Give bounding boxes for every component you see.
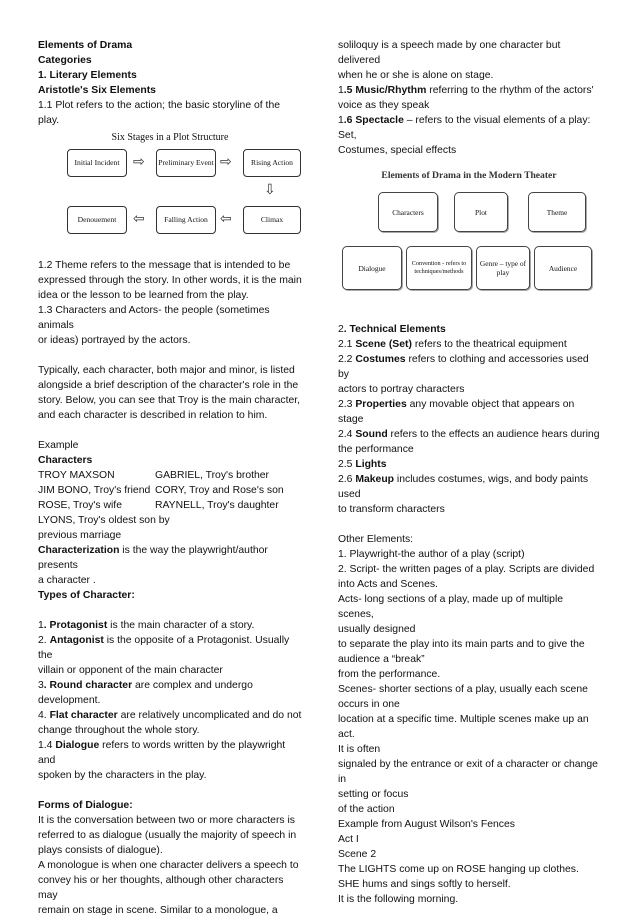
theme-line-1: 1.2 Theme refers to the message that is intended to be [38, 260, 291, 271]
lights-line: 2.5 Lights [338, 459, 387, 470]
box-dialogue: Dialogue [342, 246, 402, 290]
plot-structure-diagram [38, 130, 302, 256]
typically-line-1: Typically, each character, both major and minor, is listed [38, 365, 295, 376]
music-rhythm-line: 1.5 Music/Rhythm referring to the rhythm of the actors' [338, 85, 594, 96]
spectacle-line-2: Costumes, special effects [338, 145, 457, 156]
makeup-line: 2.6 Makeup includes costumes, wigs, and body paints used [338, 474, 589, 500]
literary-elements-heading: 1. Literary Elements [38, 70, 137, 81]
costumes-line-2: actors to portray characters [338, 384, 465, 395]
character-entry: RAYNELL, Troy's daughter [155, 500, 279, 511]
characterization-line-2: a character . [38, 575, 96, 586]
typically-line-3: story. Below, you can see that Troy is the main character, [38, 395, 301, 406]
other-elements-heading: Other Elements: [338, 534, 414, 545]
arrow-left-icon: ⇦ [133, 210, 145, 226]
modern-theater-diagram [338, 164, 600, 314]
dialogue-form-line-1: It is the conversation between two or more characters is [38, 815, 295, 826]
dialogue-form-line-2: referred to as dialogue (usually the majority of speech in [38, 830, 297, 841]
arrow-right-icon: ⇨ [220, 153, 232, 169]
box-initial-incident: Initial Incident [67, 149, 127, 177]
sound-line: 2.4 Sound refers to the effects an audience hears during [338, 429, 600, 440]
sound-line-2: the performance [338, 444, 414, 455]
scenes-line-3: location at a specific time. Multiple scenes make up an act. [338, 714, 589, 740]
character-entry: JIM BONO, Troy's friend [38, 485, 151, 496]
acts-line-3: to separate the play into its main parts and to give the [338, 639, 585, 650]
acts-line-4: audience a “break” [338, 654, 425, 665]
round-character-line: 3. Round character are complex and undergo development. [38, 680, 253, 706]
fences-line-1: The LIGHTS come up on ROSE hanging up clothes. [338, 864, 579, 875]
box-convention: Convention - refers to techniques/methods [406, 246, 472, 290]
doc-title: Elements of Drama [38, 40, 133, 51]
antagonist-line-2: villain or opponent of the main character [38, 665, 223, 676]
scenes-line-1: Scenes- shorter sections of a play, usually each scene [338, 684, 588, 695]
acts-line-1: Acts- long sections of a play, made up of multiple scenes, [338, 594, 564, 620]
scene-set-line: 2.1 Scene (Set) refers to the theatrical equipment [338, 339, 567, 350]
box-characters: Characters [378, 192, 438, 232]
scene-label: Scene 2 [338, 849, 377, 860]
arrow-down-icon: ⇩ [264, 181, 276, 197]
acts-line-5: from the performance. [338, 669, 441, 680]
example-label: Example [38, 440, 79, 451]
flat-character-line: 4. Flat character are relatively uncomplicated and do not [38, 710, 302, 721]
right-column [338, 38, 600, 907]
fences-line-3: It is the following morning. [338, 894, 459, 905]
dialogue-line: 1.4 Dialogue refers to words written by the playwright and [38, 740, 286, 766]
costumes-line: 2.2 Costumes refers to clothing and accessories used by [338, 354, 589, 380]
characters-line-2: or ideas) portrayed by the actors. [38, 335, 191, 346]
plot-diagram-title: Six Stages in a Plot Structure [111, 132, 229, 143]
theme-line-2: expressed through the story. In other words, it is the main [38, 275, 302, 286]
typically-line-2: alongside a brief description of the character's role in the [38, 380, 299, 391]
playwright-line: 1. Playwright-the author of a play (script) [338, 549, 525, 560]
characterization-line-1: Characterization is the way the playwright/author presents [38, 545, 268, 571]
lyons-continuation: previous marriage [38, 530, 122, 541]
flat-character-line-2: change throughout the whole story. [38, 725, 200, 736]
character-entry: TROY MAXSON [38, 470, 115, 481]
categories-heading: Categories [38, 55, 92, 66]
modern-theater-title: Elements of Drama in the Modern Theater [381, 170, 557, 181]
scenes-line-2: occurs in one [338, 699, 400, 710]
character-entry: LYONS, Troy's oldest son by [38, 515, 170, 526]
act-label: Act I [338, 834, 359, 845]
music-rhythm-line-2: voice as they speak [338, 100, 430, 111]
antagonist-line: 2. Antagonist is the opposite of a Protagonist. Usually the [38, 635, 290, 661]
spectacle-line: 1.6 Spectacle – refers to the visual elements of a play: Set, [338, 115, 591, 141]
box-audience: Audience [534, 246, 592, 290]
monologue-line-3: remain on stage in scene. Similar to a monologue, a [38, 905, 278, 916]
monologue-line-1: A monologue is when one character delivers a speech to [38, 860, 299, 871]
script-line-2: into Acts and Scenes. [338, 579, 438, 590]
scenes-line-6: setting or focus [338, 789, 409, 800]
six-elements-heading: Aristotle's Six Elements [38, 85, 156, 96]
box-genre: Genre – type of play [476, 246, 530, 290]
box-denouement: Denouement [67, 206, 127, 234]
forms-of-dialogue-heading: Forms of Dialogue: [38, 800, 133, 811]
characters-heading: Characters [38, 455, 93, 466]
scenes-line-4: It is often [338, 744, 381, 755]
properties-line: 2.3 Properties any movable object that appears on stage [338, 399, 575, 425]
box-rising-action: Rising Action [243, 149, 301, 177]
dialogue-line-2: spoken by the characters in the play. [38, 770, 207, 781]
character-entry: ROSE, Troy's wife [38, 500, 122, 511]
script-line: 2. Script- the written pages of a play. Scripts are divided [338, 564, 595, 575]
character-list [38, 468, 302, 528]
theme-line-3: idea or the lesson to be learned from the play. [38, 290, 249, 301]
box-theme: Theme [528, 192, 586, 232]
soliloquy-line-1: soliloquy is a speech made by one character but delivered [338, 40, 561, 66]
acts-line-2: usually designed [338, 624, 416, 635]
plot-definition: 1.1 Plot refers to the action; the basic storyline of the play. [38, 100, 281, 126]
makeup-line-2: to transform characters [338, 504, 445, 515]
box-plot: Plot [454, 192, 508, 232]
character-entry: GABRIEL, Troy's brother [155, 470, 270, 481]
scenes-line-5: signaled by the entrance or exit of a character or change in [338, 759, 598, 785]
arrow-right-icon: ⇨ [133, 153, 145, 169]
dialogue-form-line-3: plays consists of dialogue). [38, 845, 163, 856]
fences-line-2: SHE hums and sings softly to herself. [338, 879, 511, 890]
arrow-left-icon: ⇦ [220, 210, 232, 226]
left-column [38, 38, 302, 918]
monologue-line-2: convey his or her thoughts, although other characters may [38, 875, 284, 901]
soliloquy-line-2: when he or she is alone on stage. [338, 70, 494, 81]
types-of-character-heading: Types of Character: [38, 590, 135, 601]
fences-example-line: Example from August Wilson's Fences [338, 819, 515, 830]
box-falling-action: Falling Action [156, 206, 216, 234]
characters-line-1: 1.3 Characters and Actors- the people (sometimes animals [38, 305, 270, 331]
protagonist-line: 1. Protagonist is the main character of a story. [38, 620, 255, 631]
technical-elements-heading: 2. Technical Elements [338, 324, 446, 335]
box-climax: Climax [243, 206, 301, 234]
scenes-line-7: of the action [338, 804, 395, 815]
box-preliminary-event: Preliminary Event [156, 149, 216, 177]
character-entry: CORY, Troy and Rose's son [155, 485, 284, 496]
typically-line-4: and each character is described in relation to him. [38, 410, 268, 421]
